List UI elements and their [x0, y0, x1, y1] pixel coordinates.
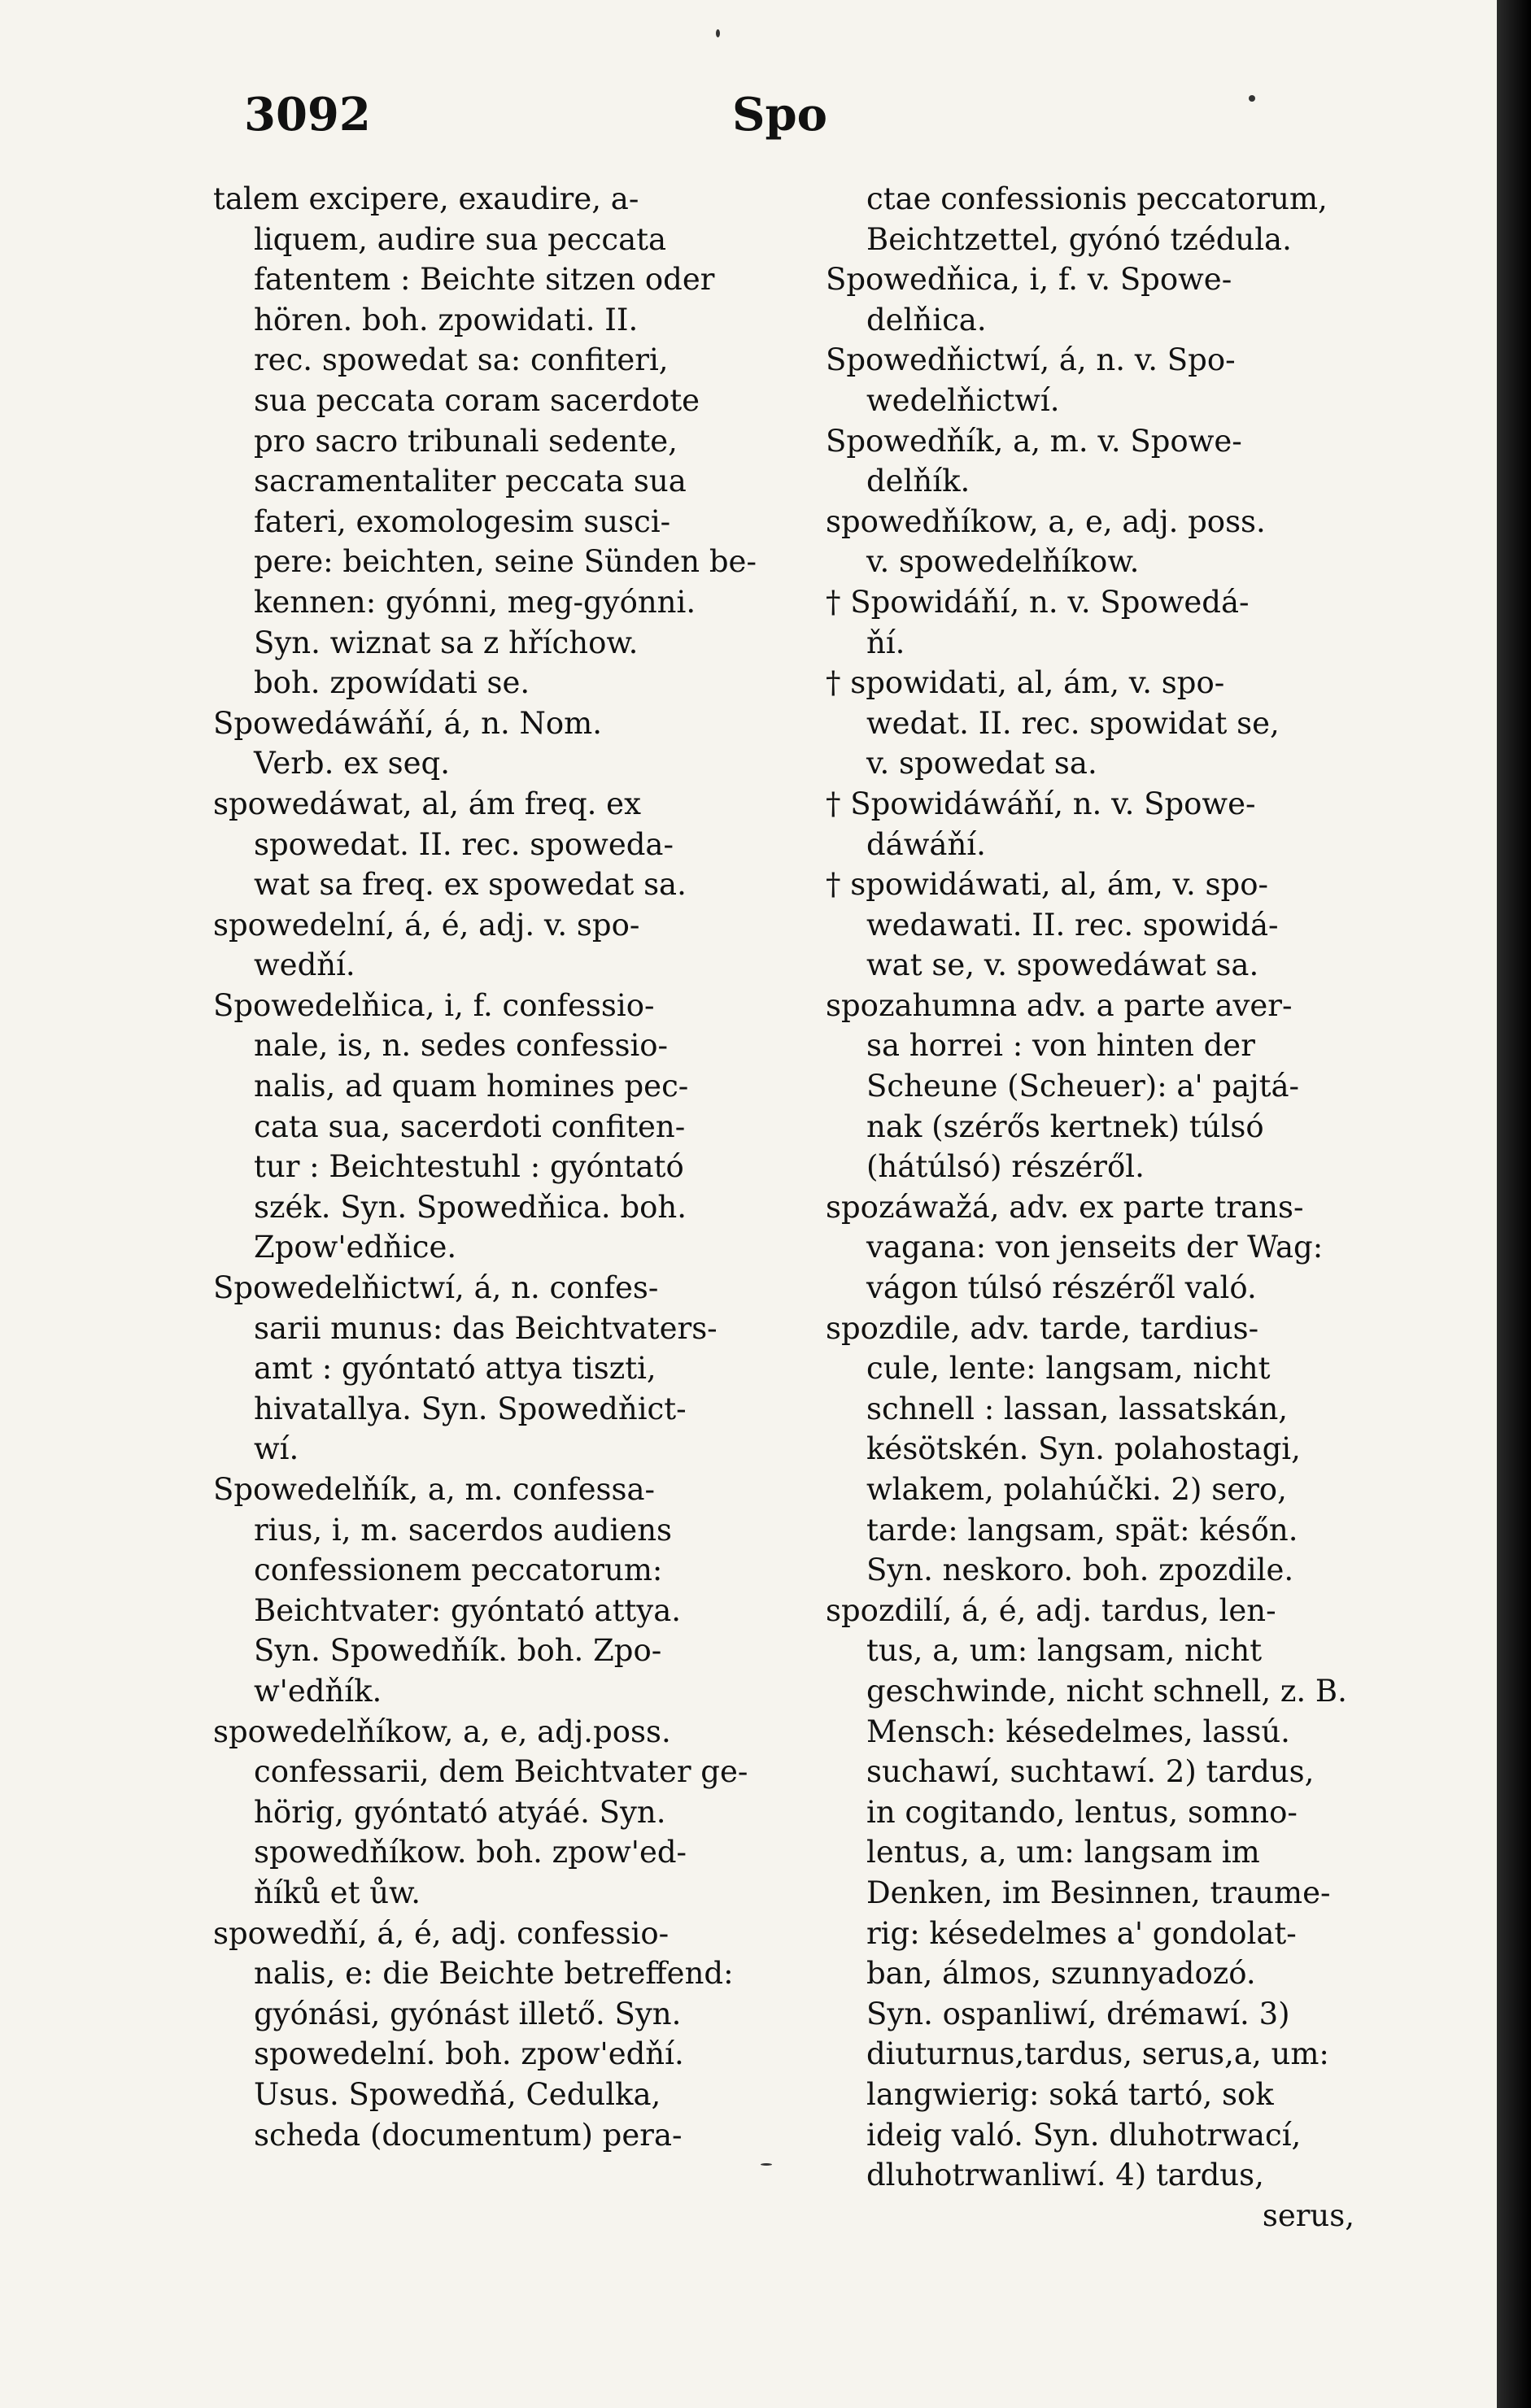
text-line: v. spowedelňíkow.: [866, 544, 1140, 580]
text-line: sua peccata coram sacerdote: [254, 382, 700, 418]
text-line: Mensch: késedelmes, lassú.: [866, 1713, 1290, 1749]
text-line: Verb. ex seq.: [254, 746, 450, 782]
text-line: Scheune (Scheuer): a' pajtá-: [866, 1069, 1300, 1104]
text-line: pere: beichten, seine Sünden be-: [254, 544, 757, 580]
text-line: ctae confessionis peccatorum,: [866, 181, 1328, 216]
right-column: [826, 179, 1379, 2236]
text-line: wedawati. II. rec. spowidá-: [866, 907, 1279, 943]
entry-headword-line: Spowedelňík, a, m. confessa-: [213, 1472, 656, 1507]
entry-headword-line: Spowedňica, i, f. v. Spowe-: [826, 262, 1232, 298]
entry-headword-line: spowedňí, á, é, adj. confessio-: [213, 1915, 670, 1951]
text-line: hörig, gyóntató atyáé. Syn.: [254, 1794, 666, 1830]
entry-headword-line: Spowedelňica, i, f. confessio-: [213, 987, 655, 1023]
text-line: langwierig: soká tartó, sok: [866, 2076, 1274, 2112]
entry-headword-line: spowedáwat, al, ám freq. ex: [213, 786, 641, 821]
text-line: nak (szérős kertnek) túlsó: [866, 1108, 1264, 1144]
text-line: Usus. Spowedňá, Cedulka,: [254, 2076, 661, 2112]
text-line: Beichtzettel, gyónó tzédula.: [866, 221, 1292, 257]
text-line: dluhotrwanliwí. 4) tardus,: [866, 2158, 1264, 2193]
text-line: talem excipere, exaudire, a-: [213, 181, 639, 216]
text-line: wat sa freq. ex spowedat sa.: [254, 867, 687, 903]
text-line: wedat. II. rec. spowidat se,: [866, 705, 1280, 741]
text-line: fatentem : Beichte sitzen oder: [254, 262, 715, 298]
running-head: Spo: [732, 88, 827, 142]
entry-headword-line: spowedelňíkow, a, e, adj.poss.: [213, 1713, 671, 1749]
ink-speck: [761, 2163, 772, 2166]
text-line: tur : Beichtestuhl : gyóntató: [254, 1149, 684, 1185]
text-line: spowedňíkow. boh. zpow'ed-: [254, 1835, 687, 1870]
text-line: sa horrei : von hinten der: [866, 1028, 1255, 1064]
text-line: amt : gyóntató attya tiszti,: [254, 1351, 656, 1387]
text-line: in cogitando, lentus, somno-: [866, 1794, 1298, 1830]
text-line: tus, a, um: langsam, nicht: [866, 1633, 1263, 1669]
text-line: w'edňík.: [254, 1673, 382, 1709]
entry-headword-line: spowedelní, á, é, adj. v. spo-: [213, 907, 640, 943]
entry-headword-line: Spowedňík, a, m. v. Spowe-: [826, 423, 1242, 459]
text-line: pro sacro tribunali sedente,: [254, 423, 678, 459]
text-line: cata sua, sacerdoti confiten-: [254, 1108, 686, 1144]
scan-edge: [1497, 0, 1531, 2408]
text-line: fateri, exomologesim susci-: [254, 503, 671, 539]
text-line: lentus, a, um: langsam im: [866, 1835, 1260, 1870]
entry-headword-line: † Spowidáwáňí, n. v. Spowe-: [826, 786, 1256, 821]
text-line: rius, i, m. sacerdos audiens: [254, 1512, 673, 1548]
text-line: confessionem peccatorum:: [254, 1552, 663, 1588]
text-line: vágon túlsó részéről való.: [866, 1270, 1257, 1306]
text-line: cule, lente: langsam, nicht: [866, 1351, 1271, 1387]
text-line: Denken, im Besinnen, traume-: [866, 1875, 1331, 1910]
entry-headword-line: † spowidati, al, ám, v. spo-: [826, 665, 1225, 701]
text-line: nale, is, n. sedes confessio-: [254, 1028, 669, 1064]
text-line: hivatallya. Syn. Spowedňict-: [254, 1391, 687, 1426]
text-line: hören. boh. zpowidati. II.: [254, 302, 639, 337]
text-line: Beichtvater: gyóntató attya.: [254, 1592, 682, 1628]
text-line: ňíků et ůw.: [254, 1875, 421, 1910]
catchword-line: serus,: [1262, 2197, 1354, 2233]
text-line: nalis, ad quam homines pec-: [254, 1069, 689, 1104]
text-line: sarii munus: das Beichtvaters-: [254, 1310, 718, 1346]
text-line: wí.: [254, 1431, 299, 1467]
entry-headword-line: † spowidáwati, al, ám, v. spo-: [826, 867, 1268, 903]
entry-headword-line: Spowedňictwí, á, n. v. Spo-: [826, 342, 1236, 378]
text-line: tarde: langsam, spät: későn.: [866, 1512, 1298, 1548]
page-header: [244, 88, 1399, 153]
text-line: geschwinde, nicht schnell, z. B.: [866, 1673, 1347, 1709]
page-number: 3092: [244, 88, 371, 142]
text-line: szék. Syn. Spowedňica. boh.: [254, 1189, 687, 1225]
text-line: wedelňictwí.: [866, 382, 1060, 418]
text-line: wat se, v. spowedáwat sa.: [866, 947, 1259, 983]
text-line: spowedelní. boh. zpow'edňí.: [254, 2036, 684, 2072]
left-column: [213, 179, 766, 2155]
text-line: liquem, audire sua peccata: [254, 221, 667, 257]
text-line: Syn. ospanliwí, drémawí. 3): [866, 1996, 1290, 2031]
text-line: Syn. wiznat sa z hříchow.: [254, 625, 639, 660]
text-line: Zpow'edňice.: [254, 1230, 457, 1265]
entry-headword-line: Spowedelňictwí, á, n. confes-: [213, 1270, 659, 1306]
text-line: wlakem, polahúčki. 2) sero,: [866, 1472, 1287, 1507]
ink-speck: [1249, 95, 1255, 102]
entry-headword-line: spozahumna adv. a parte aver-: [826, 987, 1293, 1023]
text-line: ban, álmos, szunnyadozó.: [866, 1956, 1256, 1992]
text-line: scheda (documentum) pera-: [254, 2117, 683, 2153]
text-line: Syn. Spowedňík. boh. Zpo-: [254, 1633, 662, 1669]
text-line: kennen: gyónni, meg-gyónni.: [254, 584, 696, 620]
entry-headword-line: † Spowidáňí, n. v. Spowedá-: [826, 584, 1250, 620]
text-line: v. spowedat sa.: [866, 746, 1097, 782]
text-line: suchawí, suchtawí. 2) tardus,: [866, 1754, 1315, 1790]
text-line: spowedat. II. rec. spoweda-: [254, 826, 674, 862]
text-line: nalis, e: die Beichte betreffend:: [254, 1956, 734, 1992]
text-line: késötskén. Syn. polahostagi,: [866, 1431, 1301, 1467]
entry-headword-line: spozdile, adv. tarde, tardius-: [826, 1310, 1259, 1346]
text-line: boh. zpowídati se.: [254, 665, 530, 701]
text-line: rec. spowedat sa: confiteri,: [254, 342, 669, 378]
entry-headword-line: spowedňíkow, a, e, adj. poss.: [826, 503, 1266, 539]
text-line: delňík.: [866, 464, 971, 499]
entry-headword-line: Spowedáwáňí, á, n. Nom.: [213, 705, 602, 741]
ink-speck: [716, 29, 720, 37]
text-line: ideig való. Syn. dluhotrwací,: [866, 2117, 1302, 2153]
text-line: delňica.: [866, 302, 987, 337]
entry-headword-line: spozdilí, á, é, adj. tardus, len-: [826, 1592, 1276, 1628]
text-line: Syn. neskoro. boh. zpozdile.: [866, 1552, 1294, 1588]
text-line: schnell : lassan, lassatskán,: [866, 1391, 1289, 1426]
text-line: vagana: von jenseits der Wag:: [866, 1230, 1324, 1265]
text-line: ňí.: [866, 625, 905, 660]
text-line: rig: késedelmes a' gondolat-: [866, 1915, 1297, 1951]
text-line: confessarii, dem Beichtvater ge-: [254, 1754, 748, 1790]
entry-headword-line: spozáwažá, adv. ex parte trans-: [826, 1189, 1304, 1225]
text-line: sacramentaliter peccata sua: [254, 464, 687, 499]
text-line: (hátúlsó) részéről.: [866, 1149, 1145, 1185]
text-line: diuturnus,tardus, serus,a, um:: [866, 2036, 1329, 2072]
text-line: dáwáňí.: [866, 826, 986, 862]
text-line: gyónási, gyónást illető. Syn.: [254, 1996, 682, 2031]
text-line: wedňí.: [254, 947, 355, 983]
